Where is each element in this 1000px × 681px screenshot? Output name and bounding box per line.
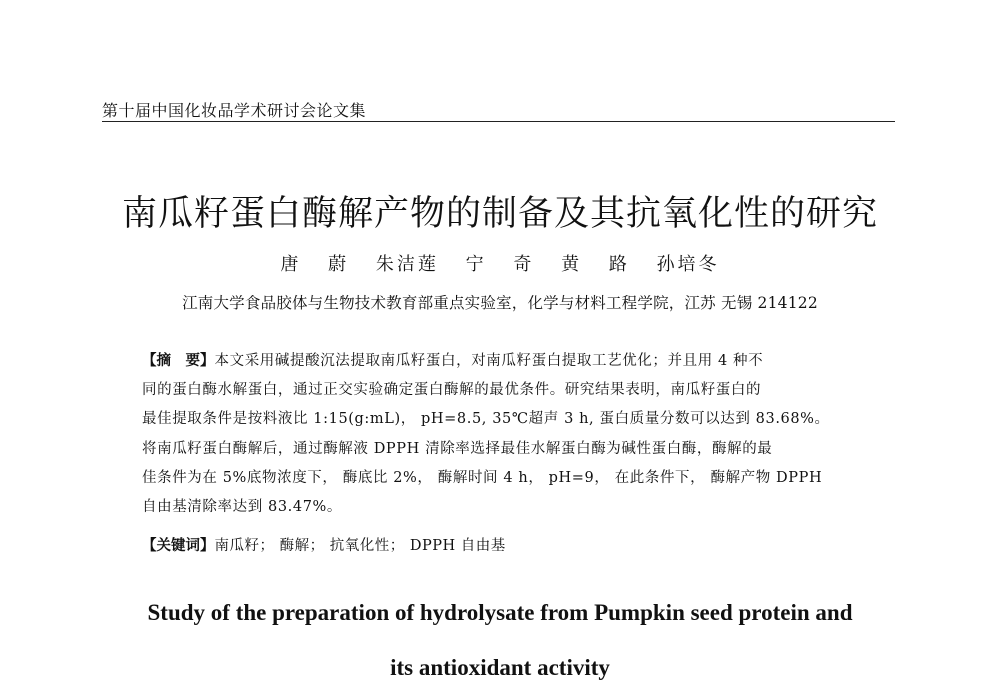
paper-title-chinese: 南瓜籽蛋白酶解产物的制备及其抗氧化性的研究 — [121, 194, 878, 234]
abstract-line: 佳条件为在 5%底物浓度下， 酶底比 2%， 酶解时间 4 h， pH=9， 在此条件下， 酶解产物 DPPH — [142, 469, 823, 486]
abstract-line — [142, 347, 860, 376]
author-name: 朱洁莲 — [375, 254, 439, 275]
running-header: 第十届中国化妆品学术研讨会论文集 — [102, 101, 367, 120]
abstract-line: 最佳提取条件是按料液比 1:15(g:mL)， pH=8.5, 35℃超声 3 h, 蛋白质量分数可以达到 83.68%。 — [142, 411, 830, 428]
author-name: 唐 蔚 — [280, 254, 350, 275]
affiliation: 江南大学食品胶体与生物技术教育部重点实验室，化学与材料工程学院，江苏 无锡 214122 — [182, 294, 818, 312]
author-name: 宁 奇 — [465, 254, 535, 275]
keywords — [142, 534, 506, 555]
header-rule — [102, 121, 895, 122]
author-name: 孙培冬 — [656, 254, 720, 275]
abstract-line: 将南瓜籽蛋白酶解后，通过酶解液 DPPH 清除率选择最佳水解蛋白酶为碱性蛋白酶，酶解的最 — [142, 440, 773, 457]
abstract — [142, 347, 860, 522]
author-list — [0, 250, 1000, 276]
abstract-line: 同的蛋白酶水解蛋白，通过正交实验确定蛋白酶解的最优条件。研究结果表明，南瓜籽蛋白的 — [142, 382, 762, 399]
abstract-line: 自由基清除率达到 83.47%。 — [142, 499, 342, 516]
paper-title-english-line-1: Study of the preparation of hydrolysate from Pumpkin seed protein and — [147, 600, 853, 625]
author-name: 黄 路 — [561, 254, 630, 275]
keywords-text: 南瓜籽； 酶解； 抗氧化性； DPPH 自由基 — [214, 538, 506, 554]
paper-title-english-line-2: its antioxidant activity — [390, 655, 610, 680]
abstract-label: 【摘 要】 — [142, 353, 215, 369]
abstract-text: 本文采用碱提酸沉法提取南瓜籽蛋白，对南瓜籽蛋白提取工艺优化；并且用 4 种不 — [214, 353, 764, 369]
keywords-label: 【关键词】 — [142, 538, 215, 554]
